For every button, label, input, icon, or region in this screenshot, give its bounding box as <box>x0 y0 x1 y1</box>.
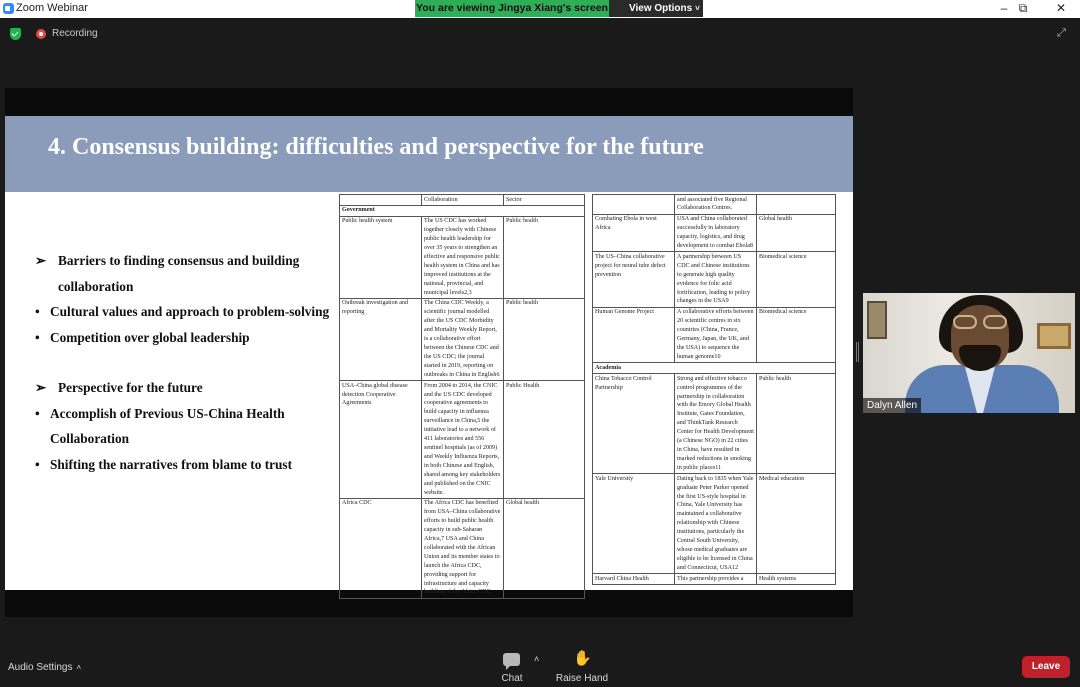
bullet-text: Cultural values and approach to problem-solving <box>50 304 330 319</box>
table-cell: China Tobacco Control Partnership <box>593 374 675 474</box>
collaboration-table-right <box>592 194 836 585</box>
table-cell: Yale University <box>593 474 675 574</box>
table-cell: The US–China collaborative project for neural tube defect prevention <box>593 252 675 307</box>
bullet-item <box>35 248 335 299</box>
slide-title: 4. Consensus building: difficulties and perspective for the future <box>48 134 704 160</box>
wall-picture-frame <box>867 301 887 339</box>
dot-bullet-icon: • <box>35 329 40 345</box>
table-cell: Strong and effective tobacco control programmes of the partnership in collaboration with the Emory Global Health Institute, Gates Foundation, and ThinkTank Research Center for Health Development (a Chinese NGO) in 22 cities in China, have resulted in marked reductions in smoking in public places11 <box>675 374 757 474</box>
chat-button[interactable] <box>496 651 528 687</box>
raise-hand-icon: ✋ <box>573 650 592 667</box>
wall-picture-frame <box>1037 323 1071 349</box>
dot-bullet-icon: • <box>35 456 40 472</box>
table-row <box>340 216 585 298</box>
audio-settings-button[interactable] <box>8 662 81 673</box>
table-cell: Medical education <box>757 474 836 574</box>
table-row <box>593 574 836 585</box>
table-cell: Health systems <box>757 574 836 585</box>
table-cell: The US CDC has worked together closely with Chinese public health leadership for over 35 years to strengthen an effective and responsive public health system in China and has improved institutions at the national, provincial, and municipal levels2,3 <box>422 216 504 298</box>
table-cell: USA–China global disease detection Cooperative Agreements <box>340 381 422 499</box>
view-options-button[interactable] <box>609 0 703 17</box>
participant-name-tag: Dalyn Allen <box>863 398 921 413</box>
table-cell: This partnership provides a <box>675 574 757 585</box>
table-section-label: Government <box>340 205 585 216</box>
table-row <box>593 374 836 474</box>
table-cell: A collaborative efforts between 20 scientific centres in six countries (China, France, Germany, Japan, the UK, and the USA) to sequence the human genome10 <box>675 307 757 362</box>
raise-hand-button[interactable] <box>555 651 609 687</box>
bullet-text: Shifting the narratives from blame to trust <box>50 456 293 472</box>
table-cell: Dating back to 1835 when Yale graduate Peter Parker opened the first US-style hospital in China, Yale University has maintained a collaborative relationship with Chinese institutions, particularly the Central South University, whose medical graduates are eligible to be licensed in China and Connecticut, USA12 <box>675 474 757 574</box>
bullet-text: Barriers to finding consensus and building collaboration <box>58 253 300 294</box>
table-cell: Public Health <box>504 381 585 499</box>
chat-label: Chat <box>501 673 523 684</box>
table-section-row <box>593 363 836 374</box>
table-cell: Outbreak investigation and reporting <box>340 298 422 380</box>
table-row <box>340 381 585 499</box>
table-cell: From 2004 to 2014, the CNIC and the US CDC developed cooperative agreements to build capacity in influenza surveillance in China,5 the initiative lead to a network of 411 laboratories and 556 sentinel hospitals (as of 2009) and Weekly Influenza Reports, in both Chinese and English, shared among key stakeholders and published on the CNIC website. <box>422 381 504 499</box>
table-row <box>340 298 585 380</box>
recording-label: Recording <box>52 28 98 39</box>
dot-bullet-icon: • <box>35 405 40 421</box>
slide-bullet-list <box>35 248 335 477</box>
arrow-bullet-icon: ➢ <box>35 380 47 395</box>
audio-settings-label: Audio Settings <box>8 662 73 673</box>
panel-resize-handle[interactable] <box>856 342 859 362</box>
table-cell: The Africa CDC has benefited from USA–China collaborative efforts to build public health capacity in sub-Saharan Africa,7 USA and China collaborated with the African Union and its member states to launch the Africa CDC, providing support for infrastructure and capacity building of the Africa CDC <box>422 498 504 598</box>
slide-header-band <box>5 116 853 192</box>
table-header-cell: Sector <box>504 195 585 206</box>
restore-button[interactable]: ⧉ <box>1018 1 1028 15</box>
table-cell <box>757 195 836 215</box>
table-cell: Public health <box>757 374 836 474</box>
raise-hand-label: Raise Hand <box>555 673 609 684</box>
chat-bubble-icon <box>503 653 520 666</box>
collaboration-table-left <box>339 194 585 599</box>
minimize-button[interactable]: – <box>1000 1 1008 15</box>
bullet-text: Competition over global leadership <box>50 329 250 345</box>
screen-share-banner: You are viewing Jingya Xiang's screen <box>415 0 609 17</box>
table-cell: Human Genome Project <box>593 307 675 362</box>
table-cell: Public health system <box>340 216 422 298</box>
table-section-label: Academia <box>593 363 836 374</box>
table-cell: The China CDC Weekly, a scientific journal modelled after the US CDC Morbidity and Mortality Weekly Report, is a collaborative effort between the Chinese CDC and the US CDC; the journal started in 2019, reporting on outbreaks in China in English6 <box>422 298 504 380</box>
table-row <box>593 252 836 307</box>
chevron-up-icon: ˄ <box>76 663 82 672</box>
table-header-cell: Collaboration <box>422 195 504 206</box>
table-cell: Africa CDC <box>340 498 422 598</box>
chevron-down-icon: ˅ <box>695 4 700 13</box>
table-cell: USA and China collaborated successfully in laboratory capacity, logistics, and drug development to combat Ebola8 <box>675 214 757 252</box>
bullet-item <box>35 375 335 401</box>
table-cell: A partnership between US CDC and Chinese institutions to generate high quality evidence for folic acid fortification, leading to policy changes in the USA9 <box>675 252 757 307</box>
chat-options-chevron-icon[interactable]: ˄ <box>534 654 540 664</box>
table-row <box>593 214 836 252</box>
dot-bullet-icon: • <box>35 304 40 319</box>
table-header-cell <box>340 195 422 206</box>
glasses-lens <box>953 315 977 329</box>
bullet-item <box>35 325 335 351</box>
table-cell: and associated five Regional Collaboration Centres. <box>675 195 757 215</box>
table-cell: Combating Ebola in west Africa <box>593 214 675 252</box>
bullet-item <box>35 299 335 325</box>
close-button[interactable]: ✕ <box>1055 1 1067 15</box>
table-row <box>340 498 585 598</box>
zoom-app-icon <box>3 3 14 14</box>
arrow-bullet-icon: ➢ <box>35 253 47 268</box>
bullet-item <box>35 452 335 478</box>
fullscreen-icon[interactable]: ⤢ <box>1057 27 1066 39</box>
shared-screen <box>5 88 853 617</box>
table-section-row <box>340 205 585 216</box>
table-cell: Biomedical science <box>757 252 836 307</box>
glasses-lens <box>983 315 1007 329</box>
table-row <box>593 195 836 215</box>
recording-icon <box>36 29 46 39</box>
bullet-spacer <box>35 350 335 375</box>
meeting-toolbar <box>0 645 1080 687</box>
table-cell: Public health <box>504 216 585 298</box>
table-cell: Harvard China Health <box>593 574 675 585</box>
leave-button[interactable]: Leave <box>1022 656 1070 678</box>
window-title-bar <box>0 0 1080 18</box>
table-row <box>593 307 836 362</box>
bullet-text: Perspective for the future <box>58 380 203 395</box>
table-cell: Biomedical science <box>757 307 836 362</box>
table-cell <box>593 195 675 215</box>
window-title: Zoom Webinar <box>16 2 88 14</box>
table-row <box>593 474 836 574</box>
participant-video-tile[interactable] <box>863 293 1075 413</box>
bullet-item <box>35 401 335 452</box>
encryption-shield-icon[interactable] <box>10 28 21 40</box>
table-header-row <box>340 195 585 206</box>
view-options-label: View Options <box>629 3 693 14</box>
presentation-slide <box>5 116 853 596</box>
table-cell: Global health <box>757 214 836 252</box>
table-cell: Global health <box>504 498 585 598</box>
table-cell: Public health <box>504 298 585 380</box>
bullet-text: Accomplish of Previous US-China Health Collaboration <box>50 405 285 446</box>
participant-glasses <box>951 315 1009 329</box>
